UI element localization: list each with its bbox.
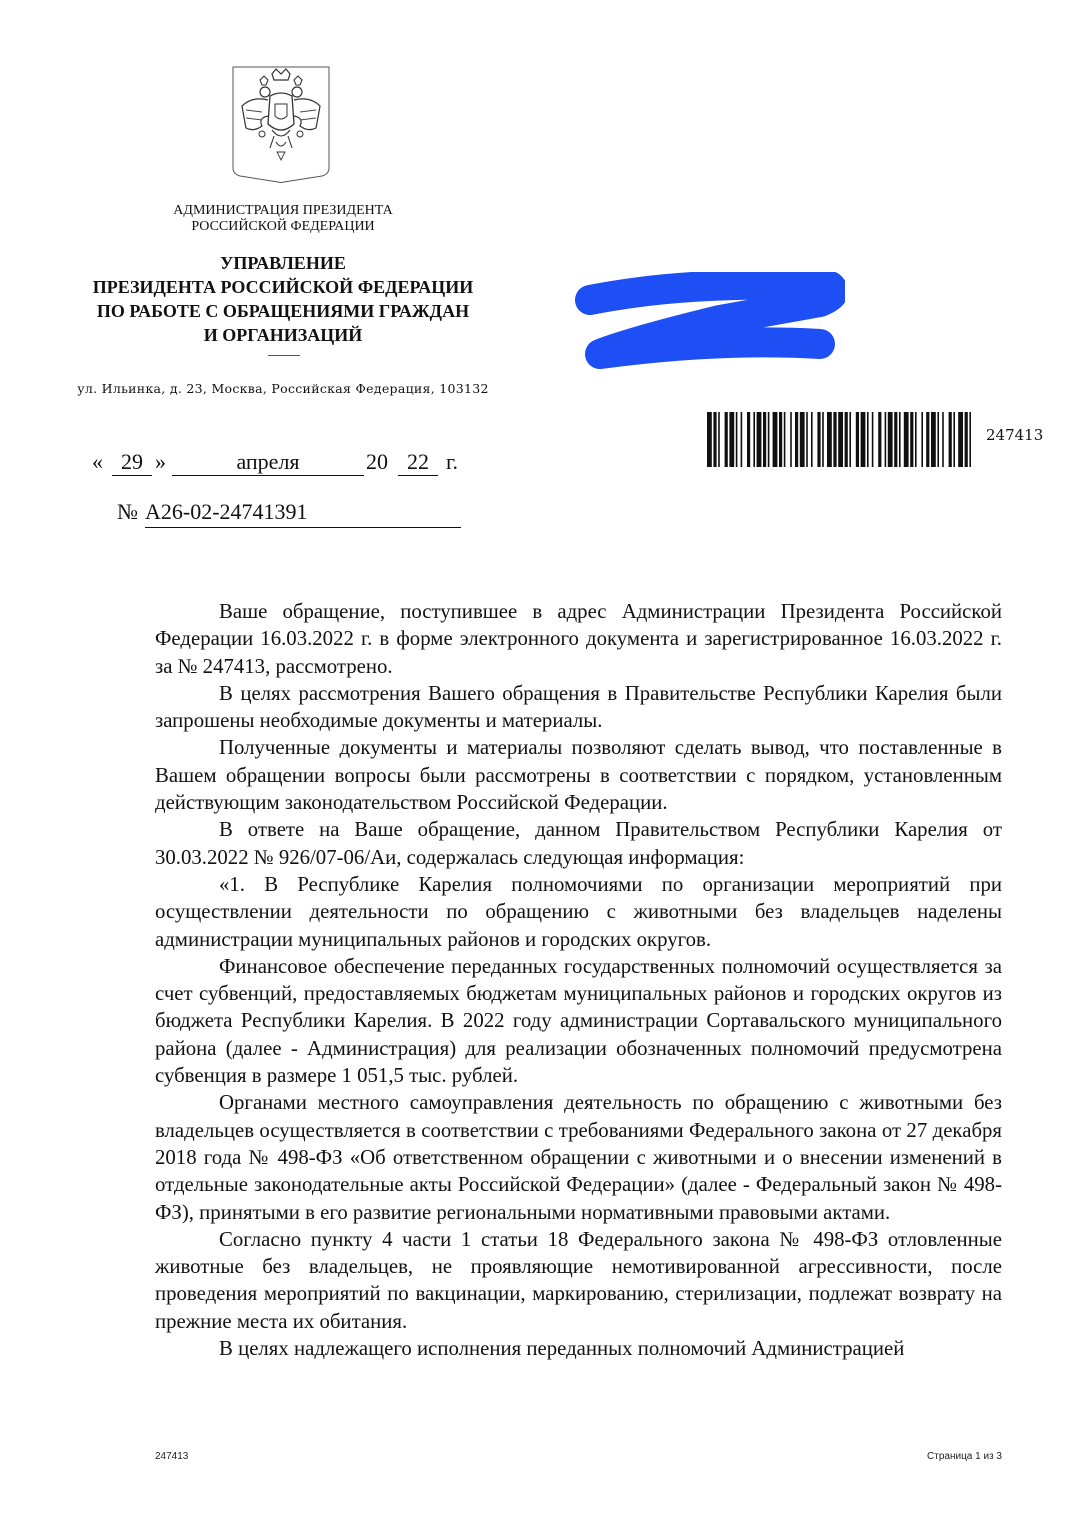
body-paragraph: «1. В Республике Карелия полномочиями по организации мероприятий при осуществлении деятельности по обращению с животными без владельцев наделены администрации муниципальных районов и городских округов. [155,872,1002,951]
barcode-bar [768,412,770,467]
barcode-bar [741,412,743,467]
barcode-bar [845,412,848,467]
body-paragraph: Органами местного самоуправления деятельность по обращению с животными без владельцев осуществляется в соответствии с требованиями Федерального закона от 27 декабря 2018 года № 498-ФЗ «Об ответственном обращении с животными и о внесении изменений в отдельные законодательные акты Российской Федерации» (далее - Федеральный закон № 498-ФЗ), принятыми в его развитие региональными нормативными правовыми актами. [155,1091,1002,1224]
barcode-bar [849,412,851,467]
barcode-bar [937,412,939,467]
barcode-bar [725,412,728,467]
barcode-bar [827,412,832,467]
barcode-bar [861,412,866,467]
barcode-bar [713,412,716,467]
body-paragraph: Полученные документы и материалы позволяют сделать вывод, что поставленные в Вашем обращении вопросы были рассмотрены в соответствии с порядком, установленным действующим законодательством Российской Федерации. [155,736,1002,815]
barcode-bar [790,412,792,467]
barcode-bar [838,412,843,467]
date-month: апреля [172,449,364,476]
barcode-bar [965,412,968,467]
date-open-quote: « [92,449,103,474]
barcode-bar [707,412,712,467]
body-paragraph: Финансовое обеспечение переданных государственных полномочий осуществляется за счет субвенций, предоставляемых бюджетам муниципальных районов и городских округов из бюджета Республики Карелия. В 2022 году администрации Сортавальского муниципального района (далее - Администрация) для реализации обозначенных полномочий предусмотрена субвенция в размере 1 051,5 тыс. рублей. [155,954,1002,1088]
barcode-bar [753,412,755,467]
admin-title-line2: РОССИЙСКОЙ ФЕДЕРАЦИИ [191,219,375,234]
barcode-bar [833,412,836,467]
redaction-mark [570,272,845,382]
barcode-bar [806,412,808,467]
footer-doc-id: 247413 [155,1451,189,1462]
barcode-bar [718,412,720,467]
barcode-bar [969,412,971,467]
barcode-bar [773,412,778,467]
sender-address: ул. Ильинка, д. 23, Москва, Российская Федерация, 103132 [77,381,489,396]
date-suffix: г. [446,449,459,474]
barcode-bar [888,412,893,467]
barcode-bar [811,412,813,467]
reference-number-sign: № [117,499,138,524]
barcode-bar [800,412,805,467]
barcode-bar [784,412,786,467]
barcode-bar [763,412,766,467]
barcode-bar [867,412,869,467]
barcode-bar [729,412,734,467]
barcode-bar [926,412,929,467]
dept-title-line2: ПРЕЗИДЕНТА РОССИЙСКОЙ ФЕДЕРАЦИИ [92,277,474,297]
barcode-bar [878,412,881,467]
barcode-bar [757,412,762,467]
barcode-bar [931,412,936,467]
barcode-bar [795,412,798,467]
barcode [707,412,971,467]
date-close-quote: » [155,449,166,474]
date-day: 29 [112,449,152,476]
barcode-bar [747,412,750,467]
coat-of-arms-emblem-icon [232,66,330,184]
footer-page-number: Страница 1 из 3 [927,1451,1002,1462]
barcode-bar [817,412,820,467]
barcode-bar [856,412,859,467]
barcode-bar [958,412,963,467]
barcode-bar [894,412,897,467]
dept-title-line4: И ОРГАНИЗАЦИЙ [203,325,363,345]
barcode-bar [921,412,923,467]
dept-title-line3: ПО РАБОТЕ С ОБРАЩЕНИЯМИ ГРАЖДАН [96,301,470,321]
barcode-bar [872,412,874,467]
body-paragraph: Согласно пункту 4 части 1 статьи 18 Федерального закона № 498-ФЗ отловленные животные без владельцев, не проявляющие немотивированной агрессивности, после проведения мероприятий по вакцинации, маркированию, стерилизации, подлежат возврату на прежние места их обитания. [155,1227,1002,1333]
dept-title-line1: УПРАВЛЕНИЕ [220,253,346,273]
date-year: 22 [398,449,438,476]
barcode-bar [910,412,913,467]
date-century: 20 [366,449,388,474]
barcode-bar [779,412,782,467]
reference-number: А26-02-24741391 [145,499,461,528]
body-paragraph: В целях надлежащего исполнения переданных полномочий Администрацией [219,1337,905,1361]
barcode-bar [822,412,824,467]
body-paragraph: В целях рассмотрения Вашего обращения в Правительстве Республики Карелия были запрошены необходимые документы и материалы. [155,681,1002,733]
body-paragraph: Ваше обращение, поступившее в адрес Администрации Президента Российской Федерации 16.03.2022 г. в форме электронного документа и зарегистрированное 16.03.2022 г. за № 247413, рассмотрено. [155,600,1002,678]
barcode-bar [885,412,887,467]
admin-title-line1: АДМИНИСТРАЦИЯ ПРЕЗИДЕНТА [173,203,393,218]
barcode-bar [949,412,952,467]
barcode-bar [942,412,944,467]
letter-body [155,598,1002,1362]
barcode-bar [953,412,955,467]
barcode-bar [736,412,738,467]
barcode-bar [915,412,917,467]
barcode-number: 247413 [986,426,1044,444]
header-divider [268,355,300,356]
barcode-bar [904,412,909,467]
body-paragraph: В ответе на Ваше обращение, данном Правительством Республики Карелия от 30.03.2022 № 926/07-06/Аи, содержалась следующая информация: [155,818,1002,869]
barcode-bar [899,412,901,467]
